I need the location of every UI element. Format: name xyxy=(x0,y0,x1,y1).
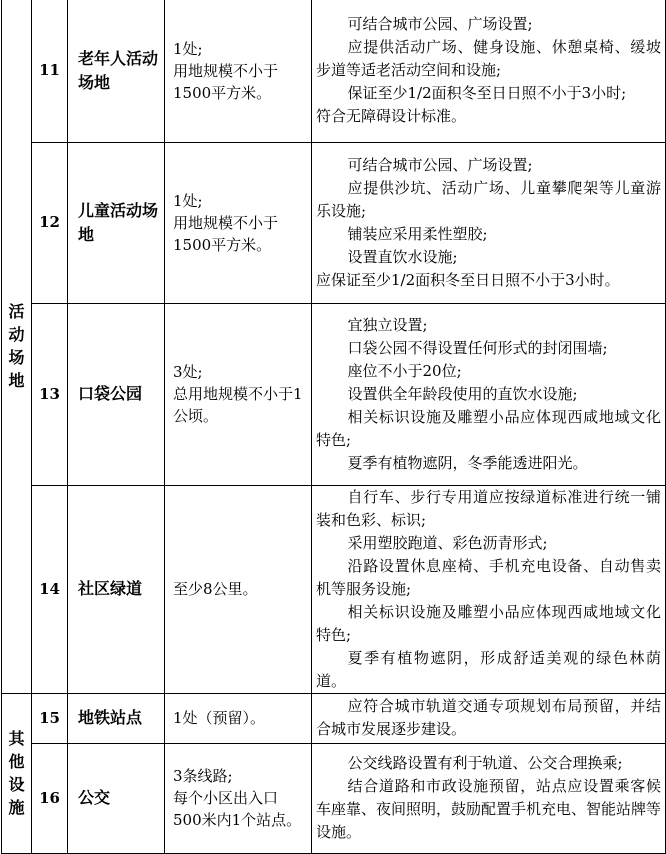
requirement-line: 公交线路设置有利于轨道、公交合理换乘; xyxy=(347,754,623,772)
facility-requirements xyxy=(312,485,666,693)
requirement-line: 可结合城市公园、广场设置; xyxy=(347,15,533,34)
facility-name: 地铁站点 xyxy=(68,693,165,743)
table-row xyxy=(2,743,666,853)
facility-size xyxy=(165,743,312,853)
requirement-line: 沿路设置休息座椅、手机充电设备、自动售卖机等服务设施; xyxy=(316,556,661,598)
facility-requirements xyxy=(312,743,666,853)
size-line: 1处; xyxy=(173,39,203,58)
requirement-line: 口袋公园不得设置任何形式的封闭围墙; xyxy=(347,338,608,357)
table-row xyxy=(2,0,666,142)
facility-table xyxy=(1,0,666,854)
size-line: 用地规模不小于1500平方米。 xyxy=(173,61,279,102)
requirement-line: 设置供全年龄段使用的直饮水设施; xyxy=(347,384,578,403)
size-line: 每个小区出入口500米内1个站点。 xyxy=(173,789,302,829)
facility-size xyxy=(165,142,312,303)
requirement-line: 设置直饮水设施; xyxy=(347,247,458,266)
requirement-line: 相关标识设施及雕塑小品应体现西咸地域文化特色; xyxy=(316,407,661,449)
row-number: 15 xyxy=(32,693,68,743)
requirement-line: 铺装应采用柔性塑胶; xyxy=(347,224,488,243)
row-number: 14 xyxy=(32,485,68,693)
facility-name: 儿童活动场地 xyxy=(68,142,165,303)
requirement-line: 符合无障碍设计标准。 xyxy=(316,107,467,126)
row-number: 12 xyxy=(32,142,68,303)
requirement-line: 相关标识设施及雕塑小品应体现西咸地域文化特色; xyxy=(316,602,661,644)
requirement-line: 自行车、步行专用道应按绿道标准进行统一铺装和色彩、标识; xyxy=(316,487,661,529)
size-line: 3条线路; xyxy=(173,767,233,785)
requirement-line: 夏季有植物遮阴，形成舒适美观的绿色林荫道。 xyxy=(316,648,661,690)
row-number: 16 xyxy=(32,743,68,853)
requirement-line: 宜独立设置; xyxy=(347,315,428,334)
row-number: 13 xyxy=(32,303,68,485)
size-line: 用地规模不小于1500平方米。 xyxy=(173,213,279,254)
facility-requirements xyxy=(312,0,666,142)
facility-size xyxy=(165,303,312,485)
table-row xyxy=(2,693,666,743)
facility-size xyxy=(165,0,312,142)
facility-size xyxy=(165,485,312,693)
facility-name: 口袋公园 xyxy=(68,303,165,485)
category-cell-activity: 活动场地 xyxy=(2,0,32,693)
requirement-line: 应符合城市轨道交通专项规划布局预留，并结合城市发展逐步建设。 xyxy=(316,697,661,738)
requirement-line: 采用塑胶跑道、彩色沥青形式; xyxy=(347,533,548,552)
size-line: 至少8公里。 xyxy=(173,580,258,598)
table-row xyxy=(2,485,666,693)
requirement-line: 座位不小于20位; xyxy=(347,361,462,380)
table-row xyxy=(2,142,666,303)
requirement-line: 夏季有植物遮阴，冬季能透进阳光。 xyxy=(347,453,588,472)
requirement-line: 应保证至少1/2面积冬至日日照不小于3小时。 xyxy=(316,270,620,289)
facility-name: 公交 xyxy=(68,743,165,853)
facility-requirements xyxy=(312,142,666,303)
facility-name: 社区绿道 xyxy=(68,485,165,693)
size-line: 1处; xyxy=(173,191,203,210)
facility-requirements xyxy=(312,693,666,743)
requirement-line: 保证至少1/2面积冬至日日照不小于3小时; xyxy=(347,84,627,103)
size-line: 总用地规模不小于1公顷。 xyxy=(173,385,303,425)
requirement-line: 应提供沙坑、活动广场、儿童攀爬架等儿童游乐设施; xyxy=(316,178,661,220)
requirement-line: 可结合城市公园、广场设置; xyxy=(347,155,533,174)
facility-name: 老年人活动场地 xyxy=(68,0,165,142)
row-number: 11 xyxy=(32,0,68,142)
requirement-line: 结合道路和市政设施预留，站点应设置乘客候车座靠、夜间照明，鼓励配置手机充电、智能站牌等设施。 xyxy=(316,777,662,841)
category-cell-other: 其他设施 xyxy=(2,693,32,853)
size-line: 3处; xyxy=(173,363,203,381)
facility-requirements xyxy=(312,303,666,485)
requirement-line: 应提供活动广场、健身设施、休憩桌椅、缓坡步道等适老活动空间和设施; xyxy=(316,38,661,80)
table-row xyxy=(2,303,666,485)
size-line: 1处（预留）。 xyxy=(173,709,266,727)
facility-size xyxy=(165,693,312,743)
